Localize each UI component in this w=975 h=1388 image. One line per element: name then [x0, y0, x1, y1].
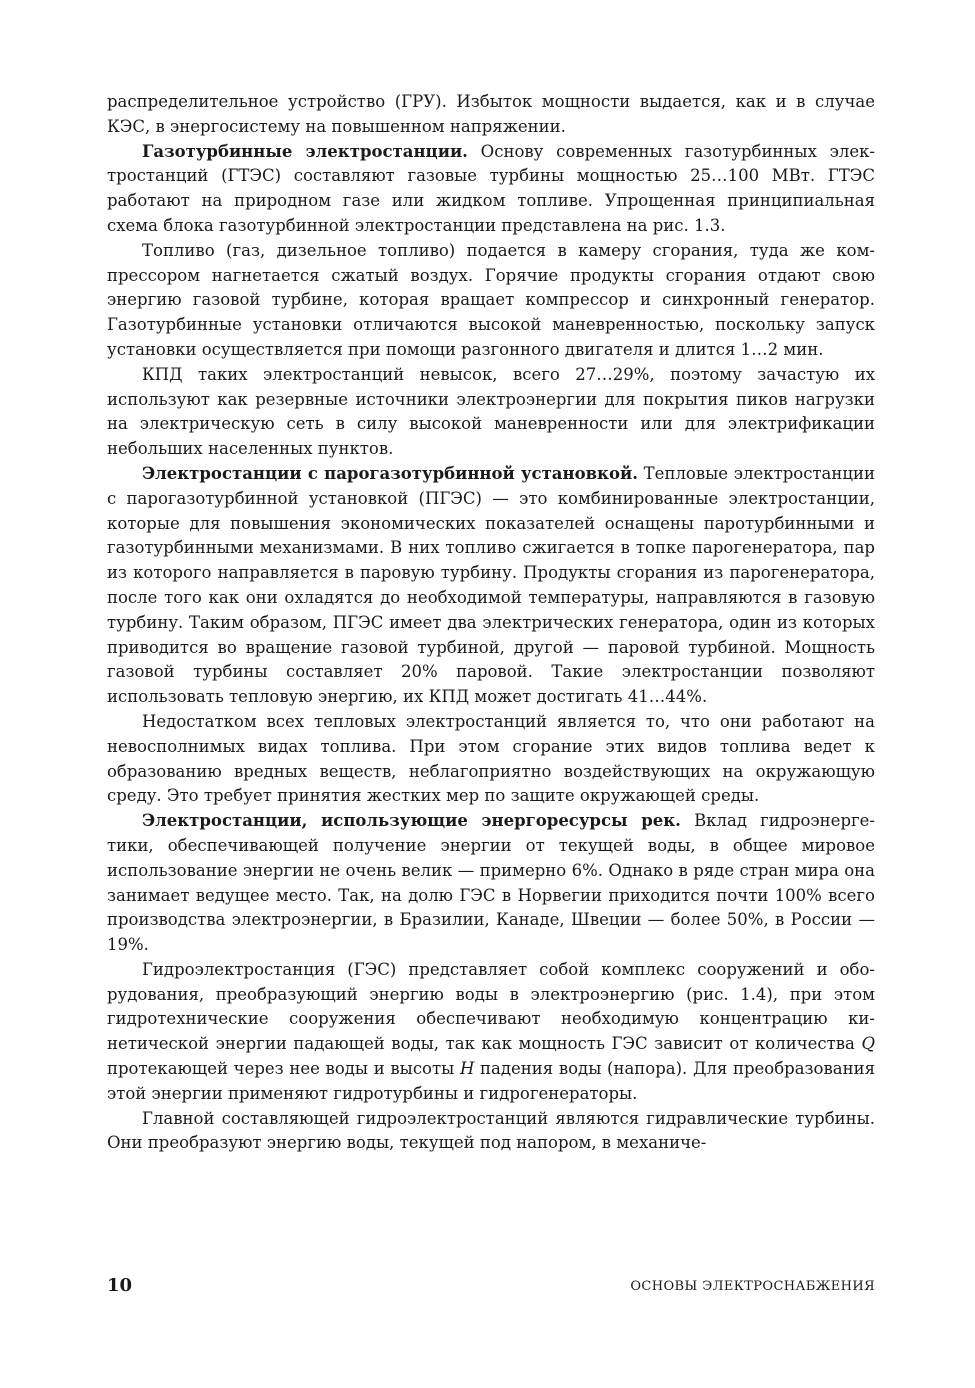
paragraph-text: распределительное устройство (ГРУ). Избыток мощности выдается, как и в случае КЭС, в энергосистему на повышенном напряжении.	[107, 92, 875, 136]
paragraph-1	[107, 90, 875, 140]
paragraph-text: Основу современных газотурбинных электростанций (ГТЭС) составляют газовые турбины мощностью 25…100 МВт. ГТЭС работают на природном газе или жидком топливе. Упрощенная принципиальная схема блока газотурбинной электростанции представлена на рис. 1.3.	[107, 141, 875, 235]
paragraph-text: Гидроэлектростанция (ГЭС) представляет собой комплекс сооружений и оборудования, преобразующий энергию воды в электроэнергию (рис. 1.4), при этом гидротехнические сооружения обеспечивают необходимую концентрацию кинетической энергии падающей воды, так как мощность ГЭС зависит от количества	[107, 959, 875, 1054]
paragraph-text: Топливо (газ, дизельное топливо) подается в камеру сгорания, туда же компрессором нагнетается сжатый воздух. Горячие продукты сгорания отдают свою энергию газовой турбине, которая вращает компрессор и синхронный генератор. Газотурбинные установки отличаются высокой маневренностью, поскольку запуск установки осуществляется при помощи разгонного двигателя и длится 1…2 мин.	[107, 240, 875, 359]
paragraph-text: падения воды (напора). Для преобразования этой энергии применяют гидротурбины и гидрогенераторы.	[107, 1059, 876, 1103]
paragraph-6	[107, 710, 875, 809]
paragraph-5	[107, 462, 875, 710]
section-heading-gas-turbine: Газотурбинные электростанции.	[142, 141, 468, 161]
paragraph-text: Вклад гидроэнергетики, обеспечивающей получение энергии от текущей воды, в общее мировое использование энергии не очень велик — примерно 6%. Однако в ряде стран мира она занимает ведущее место. Так, на долю ГЭС в Норвегии приходится почти 100% всего производства электроэнергии, в Бразилии, Канаде, Швеции — более 50%, в России — 19%.	[107, 811, 875, 955]
paragraph-text: Недостатком всех тепловых электростанций является то, что они работают на невосполнимых видах топлива. При этом сгорание этих видов топлива ведет к образованию вредных веществ, неблагоприятно воздействующих на окружающую среду. Это требует принятия жестких мер по защите окружающей среды.	[107, 711, 875, 806]
paragraph-text: КПД таких электростанций невысок, всего 27…29%, поэтому зачастую их используют как резервные источники электроэнергии для покрытия пиков нагрузки на электрическую сеть в силу высокой маневренности или для электрификации небольших населенных пунктов.	[107, 364, 875, 459]
section-heading-hydro: Электростанции, использующие энергоресурсы рек.	[142, 811, 681, 831]
page-number: 10	[107, 1275, 133, 1296]
variable-h: H	[459, 1059, 475, 1079]
paragraph-7	[107, 809, 875, 958]
paragraph-text: протекающей через нее воды и высоты	[107, 1059, 460, 1079]
paragraph-text: Тепловые электростанции с парогазотурбинной установкой (ПГЭС) — это комбинированные электростанции, которые для повышения экономических показателей оснащены паротурбинными и газотурбинными механизмами. В них топливо сжигается в топке парогенератора, пар из которого направляется в паровую турбину. Продукты сгорания из парогенератора, после того как они охладятся до необходимой температуры, направляются в газовую турбину. Таким образом, ПГЭС имеет два электрических генератора, один из которых приводится во вращение газовой турбиной, другой — паровой турбиной. Мощность газовой турбины составляет 20% паровой. Такие электростанции позволяют использовать тепловую энергию, их КПД может достигать 41…44%.	[107, 463, 876, 707]
paragraph-4	[107, 363, 875, 462]
paragraph-3	[107, 239, 875, 363]
paragraph-2	[107, 140, 875, 239]
page-body	[107, 90, 875, 1156]
paragraph-9	[107, 1107, 875, 1157]
running-title: ОСНОВЫ ЭЛЕКТРОСНАБЖЕНИЯ	[630, 1279, 875, 1294]
variable-q: Q	[861, 1034, 875, 1054]
page-footer	[107, 1275, 875, 1301]
section-heading-combined-cycle: Электростанции с парогазотурбинной установкой.	[142, 463, 638, 483]
paragraph-8	[107, 958, 875, 1107]
paragraph-text: Главной составляющей гидроэлектростанций являются гидравлические турбины. Они преобразуют энергию воды, текущей под напором, в механиче-	[107, 1108, 875, 1153]
